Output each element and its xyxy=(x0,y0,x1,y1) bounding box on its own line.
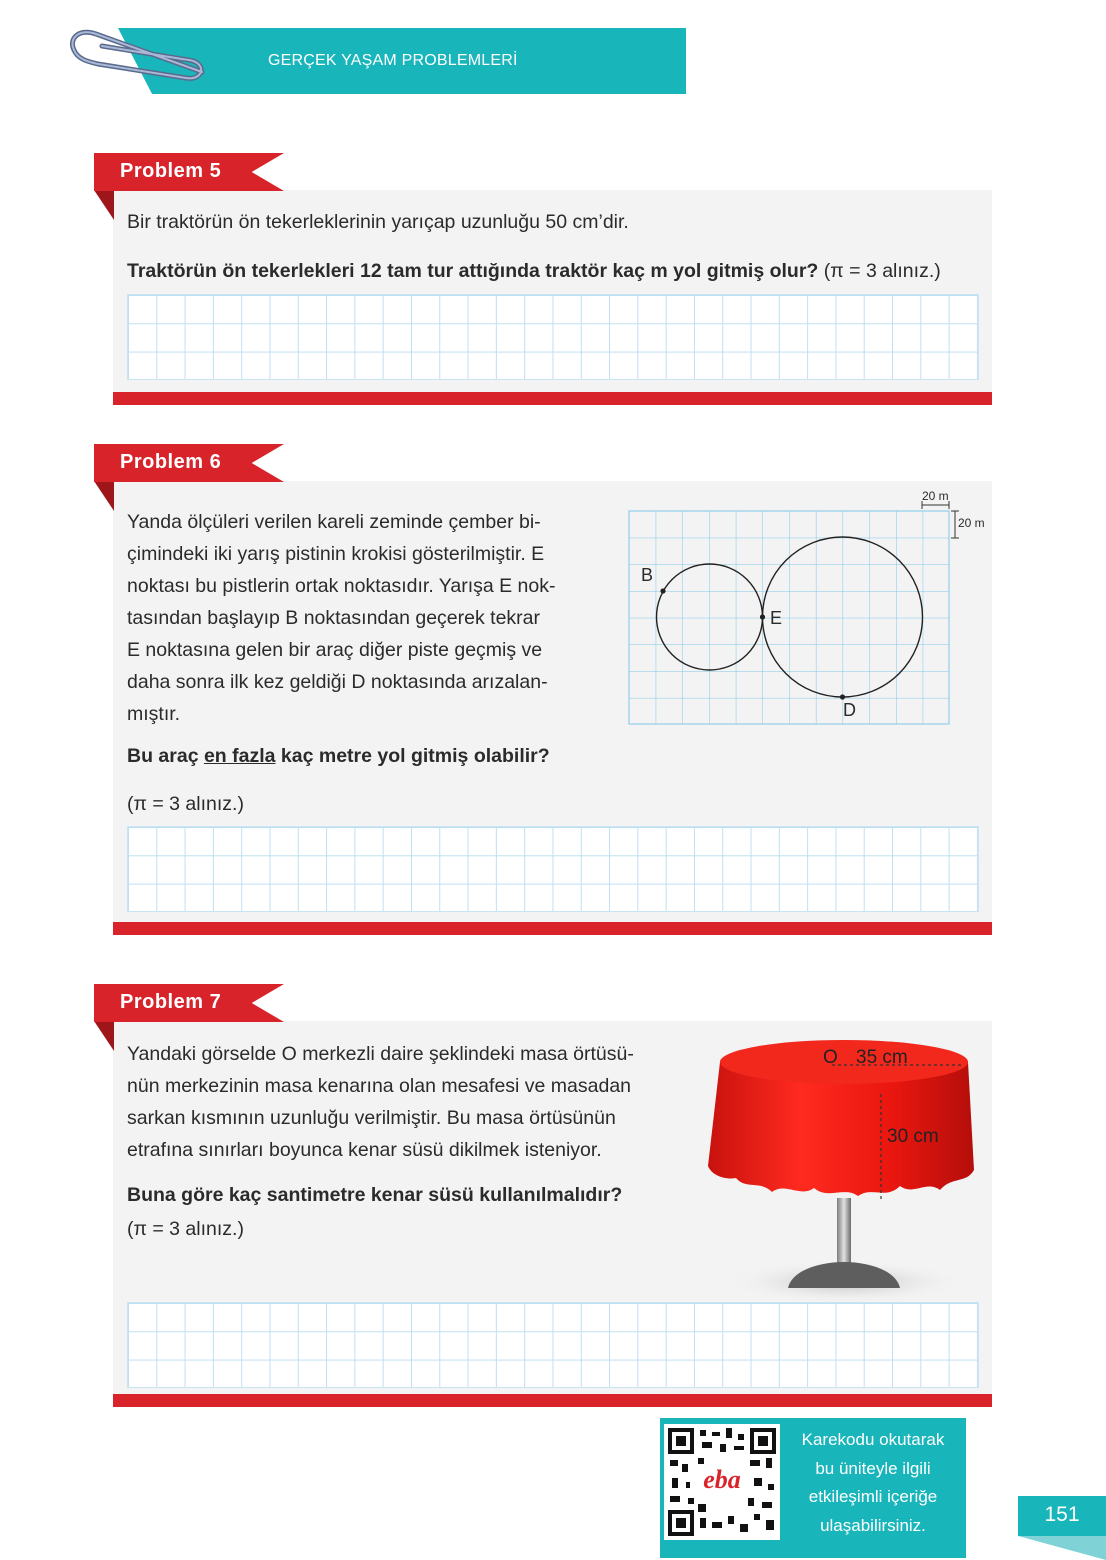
race-track-figure xyxy=(620,484,1000,730)
point-e-label: E xyxy=(770,608,783,628)
problem-5-tab-fold xyxy=(94,190,114,220)
problem-6-line: E noktasına gelen bir araç diğer piste geçmiş ve xyxy=(127,639,543,661)
point-e-dot xyxy=(760,614,765,619)
problem-6-line: tasından başlayıp B noktasından geçerek tekrar xyxy=(127,607,541,629)
problem-7-pi-note: (π = 3 alınız.) xyxy=(127,1218,244,1240)
problem-5-label: Problem 5 xyxy=(120,160,222,182)
center-o-label: O xyxy=(823,1047,838,1068)
problem-7-label: Problem 7 xyxy=(120,991,222,1013)
point-d-label: D xyxy=(843,700,856,720)
eba-logo: eba xyxy=(690,1466,754,1494)
problem-5-answer-grid[interactable] xyxy=(127,294,979,380)
problem-7-question: Buna göre kaç santimetre kenar süsü kullanılmalıdır? xyxy=(127,1184,623,1206)
problem-7-answer-grid[interactable] xyxy=(127,1302,979,1388)
problem-7-tab-fold xyxy=(94,1021,114,1051)
problem-5-question-line xyxy=(127,255,941,287)
radius-label: 35 cm xyxy=(856,1047,908,1068)
paperclip-icon xyxy=(62,20,212,90)
drop-label: 30 cm xyxy=(887,1126,939,1147)
problem-5-bottom-bar xyxy=(113,392,992,405)
vertical-scale-label: 20 m xyxy=(958,516,985,530)
problem-7-line: nün merkezinin masa kenarına olan mesafesi ve masadan xyxy=(127,1075,632,1097)
problem-6-line: noktası bu pistlerin ortak noktasıdır. Yarışa E nok- xyxy=(127,575,556,597)
problem-5-question: Traktörün ön tekerlekleri 12 tam tur attığında traktör kaç m yol gitmiş olur? xyxy=(127,260,819,282)
round-table-figure xyxy=(700,1030,990,1305)
qr-caption-line: etkileşimli içeriğe xyxy=(808,1487,938,1506)
page-corner-decoration xyxy=(1018,1536,1106,1560)
problem-7-statement xyxy=(127,1038,689,1166)
problem-5-pi-note: (π = 3 alınız.) xyxy=(823,260,941,282)
point-b-label: B xyxy=(641,565,654,585)
problem-5-statement: Bir traktörün ön tekerleklerinin yarıçap uzunluğu 50 cm’dir. xyxy=(127,211,629,233)
tablecloth-top xyxy=(720,1040,968,1084)
problem-7-bottom-bar xyxy=(113,1394,992,1407)
horizontal-scale-label: 20 m xyxy=(922,489,949,503)
problem-6-label: Problem 6 xyxy=(120,451,222,473)
problem-6-emphasis: en fazla xyxy=(203,745,276,767)
qr-caption xyxy=(784,1426,962,1540)
page-header-title: GERÇEK YAŞAM PROBLEMLERİ xyxy=(268,52,518,69)
qr-caption-line: ulaşabilirsiniz. xyxy=(820,1515,926,1535)
problem-6-question: Bu araç en fazla kaç metre yol gitmiş olabilir? xyxy=(127,745,550,767)
track-grid xyxy=(629,511,949,724)
point-d-dot xyxy=(840,694,845,699)
problem-7-line: etrafına sınırları boyunca kenar süsü dikilmek isteniyor. xyxy=(127,1139,602,1161)
qr-caption-line: bu üniteyle ilgili xyxy=(815,1458,931,1478)
problem-6-line: mıştır. xyxy=(127,703,181,725)
problem-6-line: çimindeki iki yarış pistinin krokisi gösterilmiştir. E xyxy=(127,543,545,565)
point-b-dot xyxy=(660,588,665,593)
problem-6-pi-note: (π = 3 alınız.) xyxy=(127,793,244,815)
problem-7-line: sarkan kısmının uzunluğu verilmiştir. Bu masa örtüsünün xyxy=(127,1107,616,1129)
problem-6-bottom-bar xyxy=(113,922,992,935)
problem-6-statement xyxy=(127,506,613,730)
problem-6-line: daha sonra ilk kez geldiği D noktasında arızalan- xyxy=(127,671,548,693)
qr-caption-line: Karekodu okutarak xyxy=(801,1430,945,1449)
problem-6-line: Yanda ölçüleri verilen kareli zeminde çember bi- xyxy=(127,511,541,533)
page-number: 151 xyxy=(1044,1503,1080,1526)
problem-6-answer-grid[interactable] xyxy=(127,826,979,912)
problem-6-tab-fold xyxy=(94,481,114,511)
problem-7-line: Yandaki görselde O merkezli daire şeklindeki masa örtüsü- xyxy=(127,1043,634,1065)
